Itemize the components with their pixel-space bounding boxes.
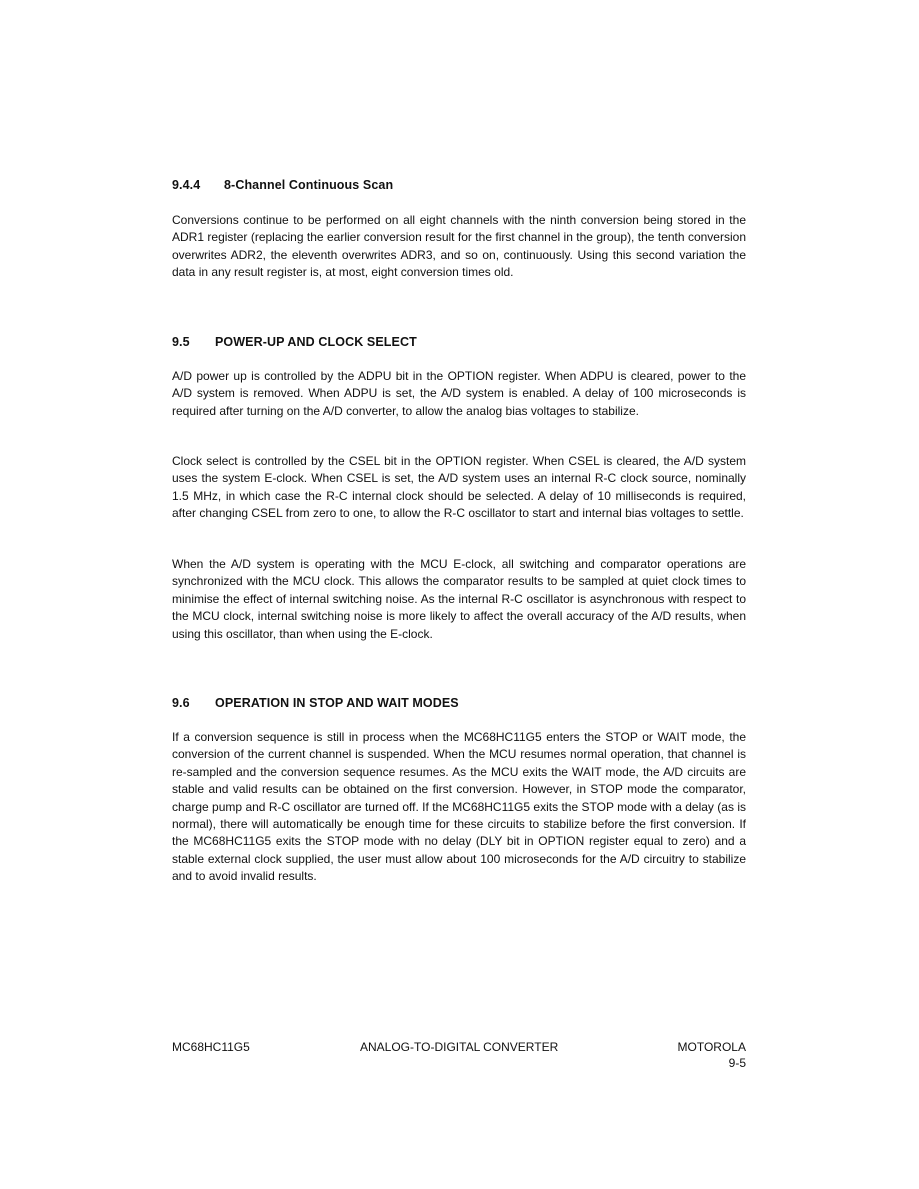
paragraph: If a conversion sequence is still in process when the MC68HC11G5 enters the STOP or WAIT mode, the conversion of the current channel is suspended. When the MCU resumes normal operation, that channel is re-sampled and the conversion sequence resumes. As the MCU exits the WAIT mode, the A/D circuits are stable and valid results can be obtained on the first conversion. However, in STOP mode the comparator, charge pump and R-C oscillator are turned off. If the MC68HC11G5 exits the STOP mode with a delay (as is normal), there will automatically be enough time for these circuits to stabilize before the first conversion. If the MC68HC11G5 exits the STOP mode with no delay (DLY bit in OPTION register equal to zero) and a stable external clock supplied, the user must allow about 100 microseconds for the A/D circuitry to stabilize and to avoid invalid results. (172, 730, 746, 884)
section-number: 9.6 (172, 696, 190, 710)
paragraph: A/D power up is controlled by the ADPU bit in the OPTION register. When ADPU is cleared, power to the A/D system is removed. When ADPU is set, the A/D system is enabled. A delay of 100 microseconds is required after turning on the A/D converter, to allow the analog bias voltages to stabilize. (172, 369, 746, 418)
paragraph: Conversions continue to be performed on all eight channels with the ninth conversion being stored in the ADR1 register (replacing the earlier conversion result for the first channel in the group), the tenth conversion overwrites ADR2, the eleventh overwrites ADR3, and so on, continuously. Using this second variation the data in any result register is, at most, eight conversion times old. (172, 213, 746, 280)
section-heading-9-4-4 (172, 178, 393, 192)
section-title: 8-Channel Continuous Scan (224, 178, 394, 192)
section-number: 9.5 (172, 335, 190, 349)
section-heading-9-6 (172, 696, 459, 710)
footer-publisher (678, 1039, 746, 1071)
footer-chapter-title: ANALOG-TO-DIGITAL CONVERTER (360, 1040, 559, 1054)
section-title: OPERATION IN STOP AND WAIT MODES (215, 696, 459, 710)
section-number: 9.4.4 (172, 178, 201, 192)
footer-document-id: MC68HC11G5 (172, 1040, 250, 1054)
footer-brand: MOTOROLA (677, 1040, 746, 1054)
paragraph: Clock select is controlled by the CSEL bit in the OPTION register. When CSEL is cleared, the A/D system uses the system E-clock. When CSEL is set, the A/D system uses an internal R-C clock source, nominally 1.5 MHz, in which case the R-C internal clock should be selected. A delay of 10 milliseconds is required, after changing CSEL from zero to one, to allow the R-C oscillator to start and internal bias voltages to settle. (172, 454, 746, 521)
section-heading-9-5 (172, 335, 417, 349)
paragraph: When the A/D system is operating with the MCU E-clock, all switching and comparator operations are synchronized with the MCU clock. This allows the comparator results to be sampled at quiet clock times to minimise the effect of internal switching noise. As the internal R-C oscillator is asynchronous with respect to the MCU clock, internal switching noise is more likely to affect the overall accuracy of the A/D results, when using this oscillator, than when using the E-clock. (172, 557, 746, 641)
section-title: POWER-UP AND CLOCK SELECT (215, 335, 417, 349)
footer-page-number: 9-5 (728, 1056, 746, 1070)
